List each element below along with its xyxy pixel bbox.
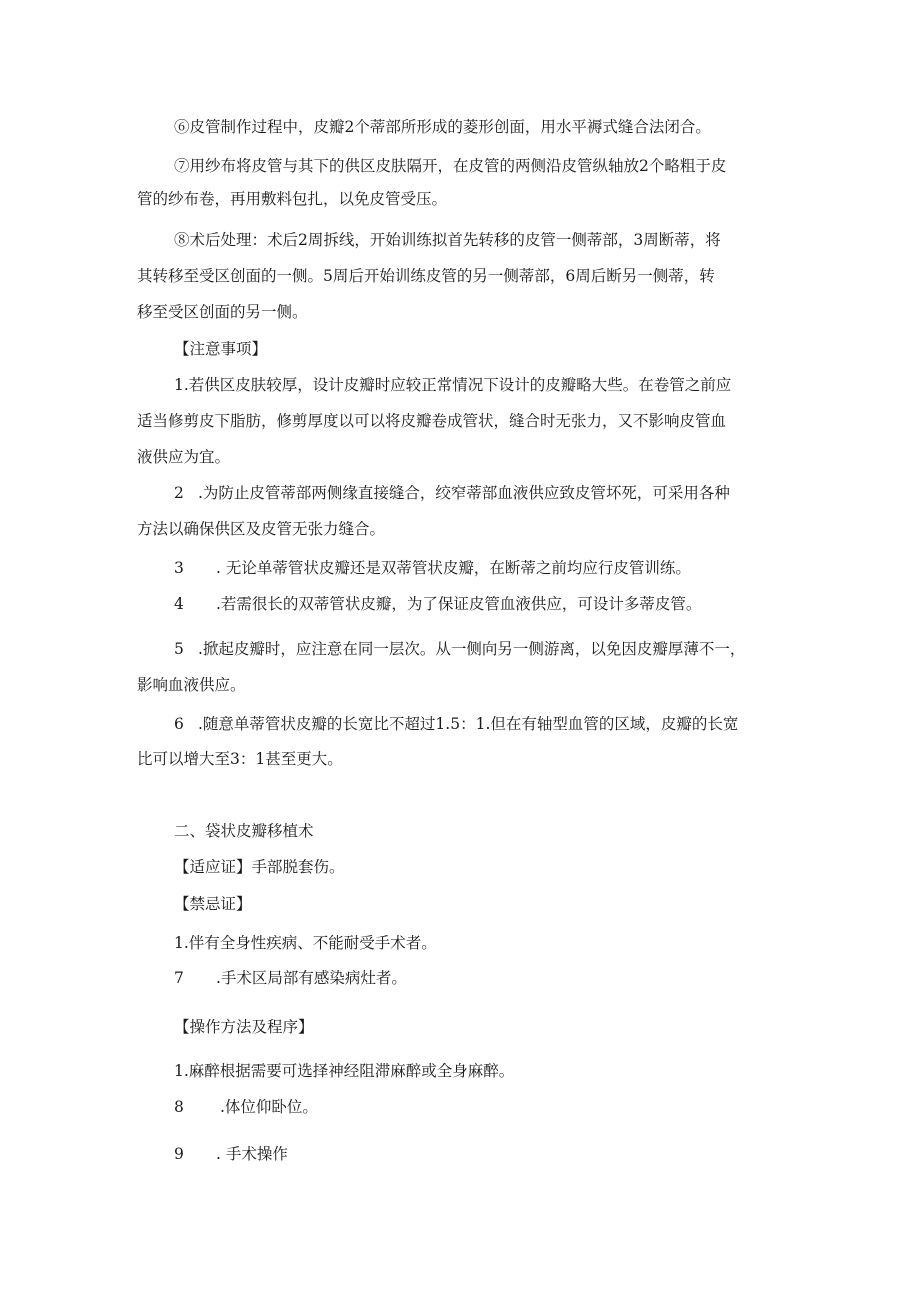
note-2-line-2: 方法以确保供区及皮管无张力缝合。 xyxy=(137,520,386,538)
section-title: 二、袋状皮瓣移植术 xyxy=(174,822,314,840)
note-6-number: 6 xyxy=(174,715,184,733)
notes-heading: 【注意事项】 xyxy=(174,340,268,358)
note-6-line-2: 比可以增大至3：1甚至更大。 xyxy=(137,750,343,768)
operation-1: 1.麻醉根据需要可选择神经阻滞麻醉或全身麻醉。 xyxy=(174,1062,515,1080)
note-3-number: 3 xyxy=(174,559,184,577)
operation-9-number: 9 xyxy=(174,1145,184,1163)
paragraph-step-7-line-2: 管的纱布卷，再用敷料包扎，以免皮管受压。 xyxy=(137,190,448,208)
paragraph-step-7-line-1: ⑦用纱布将皮管与其下的供区皮肤隔开，在皮管的两侧沿皮管纵轴放2个略粗于皮 xyxy=(174,157,727,175)
note-1-line-3: 液供应为宜。 xyxy=(137,448,231,466)
contraindication-1: 1.伴有全身性疾病、不能耐受手术者。 xyxy=(174,934,437,952)
operation-8-text: .体位仰卧位。 xyxy=(220,1098,318,1116)
note-5-line-1: .掀起皮瓣时，应注意在同一层次。从一侧向另一侧游离，以免因皮瓣厚薄不一， xyxy=(198,640,746,658)
note-4-number: 4 xyxy=(174,595,184,613)
note-3-text: . 无论单蒂管状皮瓣还是双蒂管状皮瓣，在断蒂之前均应行皮管训练。 xyxy=(216,559,691,577)
note-1-line-2: 适当修剪皮下脂肪，修剪厚度以可以将皮瓣卷成管状，缝合时无张力，又不影响皮管血 xyxy=(137,412,727,430)
note-6-line-1: .随意单蒂管状皮瓣的长宽比不超过1.5：1.但在有轴型血管的区域，皮瓣的长宽 xyxy=(198,715,739,733)
contraindication-7-text: .手术区局部有感染病灶者。 xyxy=(216,969,407,987)
note-2-line-1: .为防止皮管蒂部两侧缘直接缝合，绞窄蒂部血液供应致皮管坏死，可采用各种 xyxy=(198,484,730,502)
note-4-text: .若需很长的双蒂管状皮瓣，为了保证皮管血液供应，可设计多蒂皮管。 xyxy=(216,595,702,613)
contraindication-7-number: 7 xyxy=(174,969,184,987)
note-5-number: 5 xyxy=(174,640,184,658)
note-1-line-1: 1.若供区皮肤较厚，设计皮瓣时应较正常情况下设计的皮瓣略大些。在卷管之前应 xyxy=(174,376,732,394)
paragraph-step-8-line-2: 其转移至受区创面的一侧。5周后开始训练皮管的另一侧蒂部，6周后断另一侧蒂，转 xyxy=(137,267,715,285)
operation-heading: 【操作方法及程序】 xyxy=(174,1018,314,1036)
operation-9-text: . 手术操作 xyxy=(216,1145,288,1163)
note-5-line-2: 影响血液供应。 xyxy=(137,676,246,694)
note-2-number: 2 xyxy=(174,484,184,502)
contraindication-heading: 【禁忌证】 xyxy=(174,895,252,913)
indication-line: 【适应证】手部脱套伤。 xyxy=(174,858,345,876)
paragraph-step-8-line-1: ⑧术后处理：术后2周拆线，开始训练拟首先转移的皮管一侧蒂部，3周断蒂，将 xyxy=(174,231,721,249)
paragraph-step-6-line-1: ⑥皮管制作过程中，皮瓣2个蒂部所形成的菱形创面，用水平褥式缝合法闭合。 xyxy=(174,118,711,136)
paragraph-step-8-line-3: 移至受区创面的另一侧。 xyxy=(137,303,308,321)
operation-8-number: 8 xyxy=(174,1098,184,1116)
